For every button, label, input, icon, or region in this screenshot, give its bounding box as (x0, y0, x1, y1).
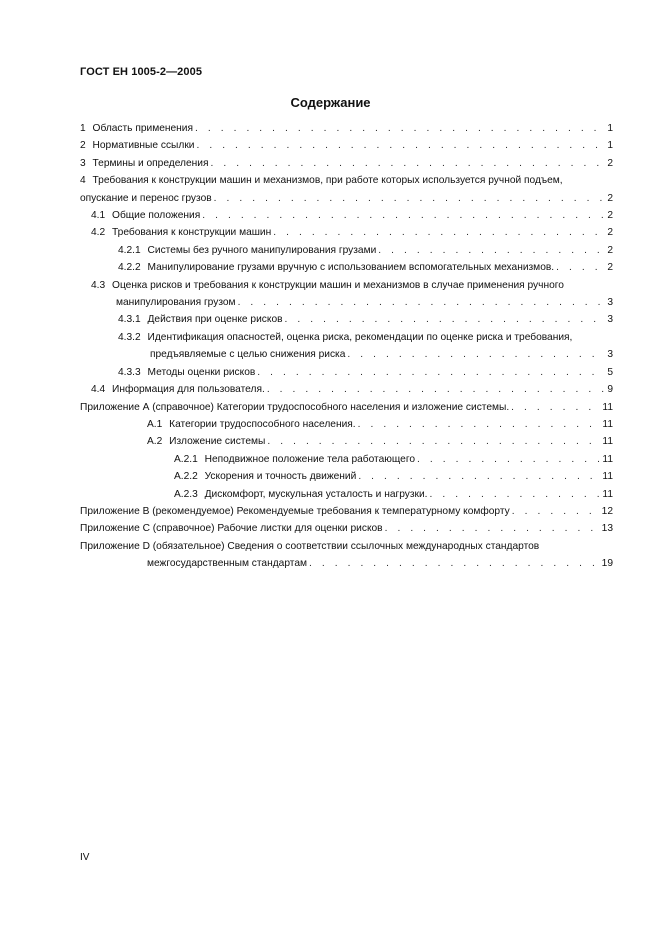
toc-page: 3 (607, 297, 613, 309)
toc-number: 4.4 (91, 384, 106, 396)
toc-text: Категории трудоспособного населения. (169, 418, 356, 430)
toc-page: 9 (607, 384, 613, 396)
toc-title: Содержание (290, 95, 371, 110)
toc-page: 3 (607, 314, 613, 326)
document-header: ГОСТ ЕН 1005-2—2005 (80, 66, 203, 78)
toc-entry[interactable] (80, 451, 613, 468)
toc-page: 3 (607, 349, 613, 361)
toc-entry[interactable] (80, 433, 613, 450)
toc-text: Изложение системы (169, 436, 266, 448)
toc-text: Область применения (92, 123, 193, 134)
toc-number: 1 (80, 123, 86, 134)
toc-entry[interactable] (80, 172, 613, 207)
toc-page: 2 (607, 192, 613, 204)
toc-text: Информация для пользователя. (112, 384, 265, 396)
toc-entry[interactable] (80, 207, 613, 224)
leader-dots (356, 468, 600, 485)
leader-dots (271, 224, 605, 241)
leader-dots (236, 294, 606, 311)
leader-dots (265, 433, 600, 450)
leader-dots (415, 451, 600, 468)
toc-text: Дискомфорт, мускульная усталость и нагрузки. (204, 488, 428, 500)
toc-text: Приложение А (справочное) Категории трудоспособного населения и изложение системы. (80, 401, 510, 413)
leader-dots (200, 207, 605, 224)
toc-entry-appendix-d[interactable] (80, 538, 613, 573)
toc-page: 1 (607, 123, 613, 134)
toc-text-line1: Оценка рисков и требования к конструкции машин и механизмов в случае применения ручного (112, 279, 564, 291)
toc-number: 4 (80, 175, 86, 187)
leader-dots (255, 364, 605, 381)
leader-dots (193, 120, 605, 137)
toc-text: Нормативные ссылки (92, 140, 195, 152)
toc-text: Термины и определения (92, 157, 209, 169)
toc-number: 4.3.3 (118, 366, 141, 378)
toc-text: Требования к конструкции машин (112, 227, 272, 239)
toc-page: 12 (601, 505, 613, 517)
leader-dots (209, 155, 606, 172)
toc-page: 5 (607, 366, 613, 378)
toc-entry-appendix-c[interactable] (80, 520, 613, 537)
toc-text: манипулирования грузом (116, 297, 236, 309)
toc-number: А.2.2 (174, 471, 198, 483)
toc-text: Неподвижное положение тела работающего (204, 453, 416, 465)
toc-entry[interactable] (80, 364, 613, 381)
toc-entry[interactable] (80, 329, 613, 364)
toc-page: 1 (607, 140, 613, 152)
toc-entry-appendix-a[interactable] (80, 399, 613, 416)
toc-page: 11 (602, 418, 613, 430)
toc-entry[interactable] (80, 120, 613, 137)
toc-page: 11 (602, 488, 613, 500)
toc-number: А.2 (147, 436, 163, 448)
toc-text: межгосударственным стандартам (147, 558, 307, 570)
toc-entry[interactable] (80, 277, 613, 312)
leader-dots (212, 190, 606, 207)
toc-text-line1: Идентификация опасностей, оценка риска, рекомендации по оценке риска и требования, (147, 331, 573, 343)
toc-entry[interactable] (80, 468, 613, 485)
toc-entry-appendix-b[interactable] (80, 503, 613, 520)
toc-entry[interactable] (80, 155, 613, 172)
leader-dots (265, 381, 606, 398)
toc-number: 3 (80, 157, 86, 169)
toc-number: 4.2 (91, 227, 106, 239)
toc-page: 11 (602, 471, 613, 483)
toc-number: А.2.1 (174, 453, 198, 465)
toc-page: 2 (607, 262, 613, 274)
leader-dots (383, 520, 600, 537)
toc-number: 4.3.1 (118, 314, 141, 326)
leader-dots (307, 555, 600, 572)
toc-page: 2 (607, 227, 613, 239)
toc-number: 4.1 (91, 210, 106, 222)
toc-page: 11 (602, 436, 613, 448)
toc-text-line1: Приложение D (обязательное) Сведения о соответствии ссылочных международных стандартов (80, 540, 540, 552)
toc-text: Действия при оценке рисков (147, 314, 283, 326)
toc-text: Ускорения и точность движений (204, 471, 357, 483)
leader-dots (376, 242, 605, 259)
toc-entry[interactable] (80, 486, 613, 503)
toc-text: Общие положения (112, 210, 201, 222)
toc-entry[interactable] (80, 259, 613, 276)
toc-entry[interactable] (80, 242, 613, 259)
toc-text-line1: Требования к конструкции машин и механизмов, при работе которых используется ручной подъем, (92, 175, 563, 187)
leader-dots (428, 486, 601, 503)
page-number: IV (80, 852, 90, 863)
toc-text: Приложение С (справочное) Рабочие листки для оценки рисков (80, 523, 383, 535)
table-of-contents (80, 120, 613, 573)
toc-number: А.1 (147, 418, 163, 430)
toc-number: 4.3.2 (118, 331, 141, 343)
toc-text: Методы оценки рисков (147, 366, 256, 378)
toc-text: Манипулирование грузами вручную с использованием вспомогательных механизмов. (147, 262, 555, 274)
toc-text: предъявляемые с целью снижения риска (150, 349, 346, 361)
toc-page: 13 (601, 523, 613, 535)
leader-dots (510, 503, 600, 520)
toc-page: 2 (607, 157, 613, 169)
leader-dots (554, 259, 605, 276)
toc-page: 11 (602, 453, 613, 465)
toc-entry[interactable] (80, 137, 613, 154)
toc-entry[interactable] (80, 224, 613, 241)
toc-entry[interactable] (80, 311, 613, 328)
leader-dots (345, 346, 605, 363)
toc-text: опускание и перенос грузов (80, 192, 212, 204)
toc-number: 2 (80, 140, 86, 152)
toc-number: 4.3 (91, 279, 106, 291)
toc-entry[interactable] (80, 381, 613, 398)
leader-dots (283, 311, 606, 328)
leader-dots (509, 399, 600, 416)
toc-number: 4.2.1 (118, 244, 141, 256)
leader-dots (356, 416, 601, 433)
toc-text: Системы без ручного манипулирования грузами (147, 244, 377, 256)
leader-dots (194, 137, 605, 154)
toc-page: 2 (607, 244, 613, 256)
toc-page: 11 (602, 401, 613, 413)
toc-entry[interactable] (80, 416, 613, 433)
toc-page: 2 (607, 210, 613, 222)
toc-number: 4.2.2 (118, 262, 141, 274)
toc-number: А.2.3 (174, 488, 198, 500)
toc-page: 19 (601, 558, 613, 570)
toc-text: Приложение В (рекомендуемое) Рекомендуемые требования к температурному комфорту (80, 505, 510, 517)
